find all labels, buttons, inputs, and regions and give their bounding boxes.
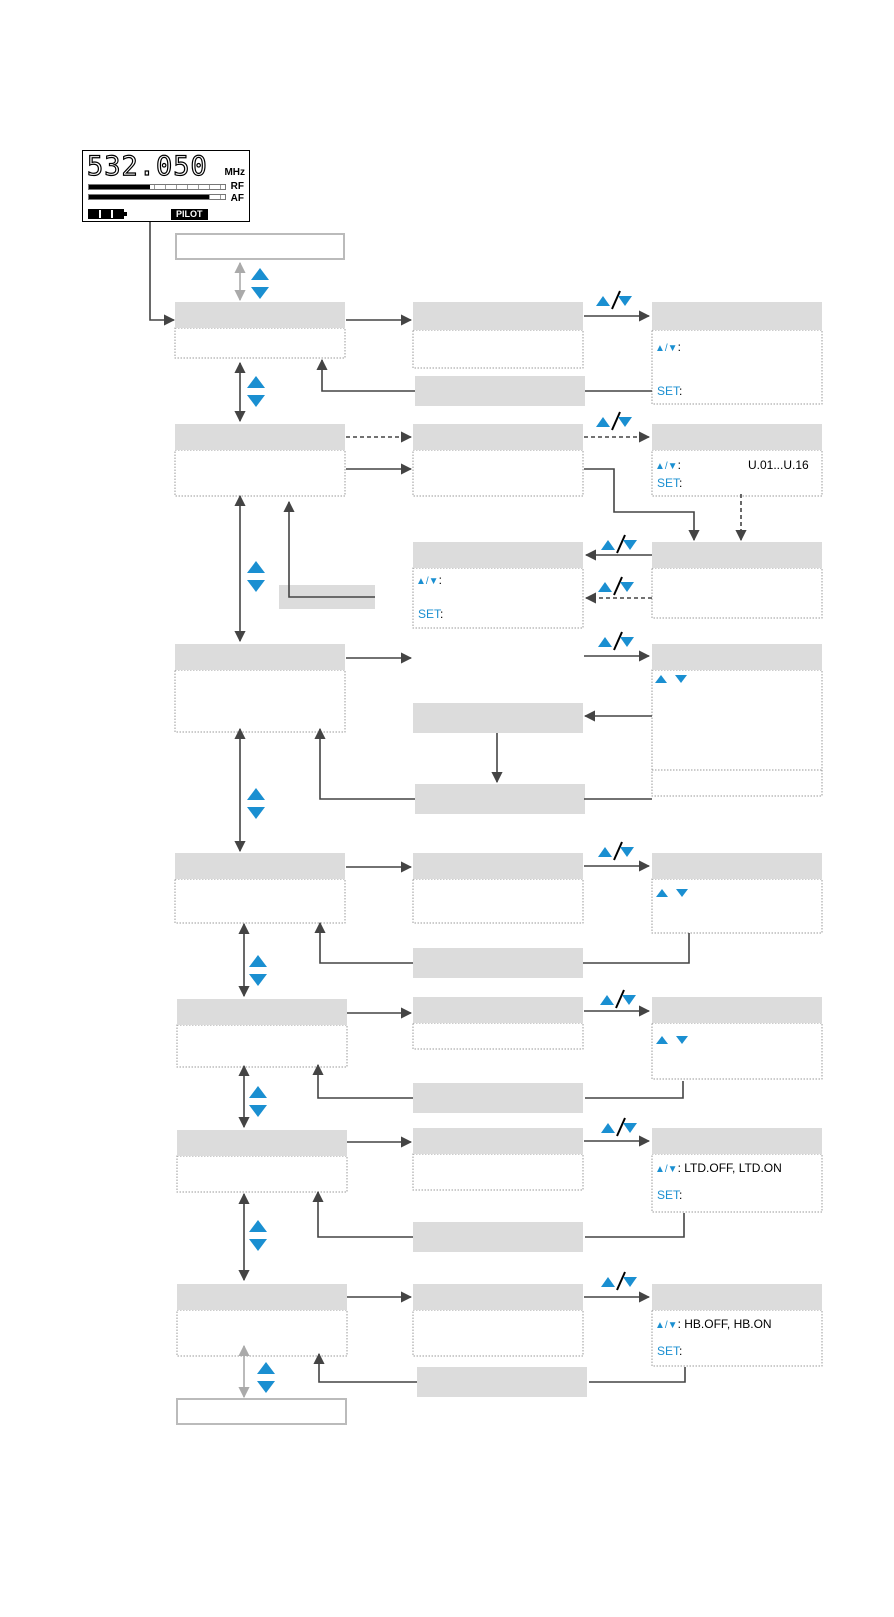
up-arrow-icon bbox=[598, 637, 612, 647]
menu-end-box bbox=[177, 1399, 346, 1424]
slash-divider bbox=[612, 412, 620, 430]
connector-arrow bbox=[589, 1367, 685, 1382]
menu-box-body bbox=[177, 1310, 347, 1356]
highboost-label bbox=[655, 1317, 772, 1333]
down-arrow-icon bbox=[622, 995, 636, 1005]
slash-divider bbox=[616, 990, 624, 1008]
menu-box-header bbox=[177, 1284, 347, 1310]
menu-box-header bbox=[413, 542, 583, 568]
colon-text: : bbox=[679, 476, 683, 490]
menu-box-header bbox=[175, 644, 345, 670]
updown-key-icon: ▲/▼ bbox=[655, 343, 678, 354]
updown-label bbox=[655, 340, 681, 356]
return-bar bbox=[413, 1222, 583, 1252]
menu-box-body bbox=[413, 330, 583, 368]
down-arrow-icon bbox=[620, 847, 634, 857]
af-label: AF bbox=[230, 193, 244, 204]
menu-box-body bbox=[177, 1156, 347, 1192]
menu-box-header bbox=[413, 302, 583, 330]
down-arrow-icon bbox=[249, 974, 267, 986]
colon-text: : bbox=[677, 340, 681, 354]
up-arrow-icon bbox=[247, 788, 265, 800]
menu-box-header bbox=[175, 424, 345, 450]
menu-box-header bbox=[652, 1128, 822, 1154]
slash-divider bbox=[614, 577, 622, 595]
connector-arrow bbox=[320, 923, 413, 963]
up-arrow-icon bbox=[600, 995, 614, 1005]
colon-text: : bbox=[679, 1188, 683, 1202]
connector-arrow bbox=[585, 1213, 684, 1237]
rf-level-fill bbox=[89, 185, 150, 189]
rf-level-bar bbox=[88, 184, 226, 190]
rf-label: RF bbox=[230, 181, 244, 192]
menu-box-body bbox=[413, 450, 583, 496]
up-arrow-icon bbox=[249, 1220, 267, 1232]
up-arrow-icon bbox=[601, 1123, 615, 1133]
limiter-values: : LTD.OFF, LTD.ON bbox=[677, 1161, 782, 1175]
connector-arrow bbox=[318, 1065, 413, 1098]
return-bar bbox=[417, 1367, 587, 1397]
menu-box-body bbox=[652, 879, 822, 933]
menu-box-header bbox=[652, 997, 822, 1023]
connector-arrow bbox=[583, 933, 689, 963]
up-arrow-icon bbox=[257, 1362, 275, 1374]
battery-tip bbox=[124, 212, 127, 216]
slash-divider bbox=[617, 1272, 625, 1290]
af-level-fill bbox=[89, 195, 209, 199]
slash-divider bbox=[617, 535, 625, 553]
menu-box-body bbox=[175, 879, 345, 923]
down-arrow-icon bbox=[620, 637, 634, 647]
set-label bbox=[418, 607, 443, 621]
connector-arrow bbox=[150, 222, 174, 320]
menu-box-header bbox=[175, 302, 345, 328]
set-label bbox=[657, 1344, 682, 1358]
down-arrow-icon bbox=[251, 287, 269, 299]
return-bar bbox=[413, 1083, 583, 1113]
up-arrow-icon bbox=[596, 417, 610, 427]
updown-key-icon: ▲/▼ bbox=[416, 576, 439, 587]
af-level-bar bbox=[88, 194, 226, 200]
connector-arrow bbox=[585, 1081, 683, 1098]
menu-box-body bbox=[652, 568, 822, 618]
connector-arrow bbox=[322, 360, 415, 391]
battery-icon bbox=[88, 209, 124, 219]
menu-box-header bbox=[652, 853, 822, 879]
connector-arrow bbox=[320, 729, 415, 799]
down-arrow-icon bbox=[623, 1123, 637, 1133]
updown-key-icon: ▲/▼ bbox=[655, 461, 678, 472]
down-arrow-icon bbox=[623, 540, 637, 550]
connector-arrow bbox=[319, 1354, 417, 1382]
down-arrow-icon bbox=[247, 395, 265, 407]
up-arrow-icon bbox=[596, 296, 610, 306]
menu-box-header bbox=[413, 1284, 583, 1310]
connector-arrow bbox=[318, 1192, 413, 1237]
menu-box-body bbox=[413, 1310, 583, 1356]
menu-box-body bbox=[652, 670, 822, 796]
unit-label: MHz bbox=[224, 167, 245, 178]
menu-box-header bbox=[652, 302, 822, 330]
pilot-indicator: PILOT bbox=[171, 209, 208, 220]
return-bar bbox=[415, 784, 585, 814]
set-label bbox=[657, 1188, 682, 1202]
down-arrow-icon bbox=[620, 582, 634, 592]
menu-box-body bbox=[177, 1025, 347, 1067]
menu-box-header bbox=[413, 997, 583, 1023]
menu-box-header bbox=[652, 542, 822, 568]
channel-range-label: U.01...U.16 bbox=[748, 458, 809, 472]
set-text: SET bbox=[418, 607, 441, 621]
menu-end-box bbox=[176, 234, 344, 259]
set-label bbox=[657, 384, 682, 398]
up-arrow-icon bbox=[601, 540, 615, 550]
down-arrow-icon bbox=[618, 296, 632, 306]
up-arrow-icon bbox=[249, 1086, 267, 1098]
up-arrow-icon bbox=[249, 955, 267, 967]
set-label bbox=[657, 476, 682, 490]
limiter-label bbox=[655, 1161, 782, 1177]
up-arrow-icon bbox=[598, 582, 612, 592]
slash-divider bbox=[617, 1118, 625, 1136]
slash-divider bbox=[614, 632, 622, 650]
menu-box-header bbox=[177, 999, 347, 1025]
colon-text: : bbox=[440, 607, 444, 621]
up-arrow-icon bbox=[601, 1277, 615, 1287]
colon-text: : bbox=[677, 458, 681, 472]
colon-text: : bbox=[679, 1344, 683, 1358]
set-text: SET bbox=[657, 1344, 680, 1358]
lcd-display bbox=[82, 150, 250, 222]
return-bar bbox=[415, 376, 585, 406]
highboost-values: : HB.OFF, HB.ON bbox=[677, 1317, 772, 1331]
colon-text: : bbox=[679, 384, 683, 398]
down-arrow-icon bbox=[257, 1381, 275, 1393]
menu-box-header bbox=[177, 1130, 347, 1156]
down-arrow-icon bbox=[247, 580, 265, 592]
menu-box-body bbox=[413, 879, 583, 923]
menu-box-body bbox=[175, 450, 345, 496]
set-text: SET bbox=[657, 384, 680, 398]
up-arrow-icon bbox=[251, 268, 269, 280]
updown-label bbox=[655, 458, 681, 474]
down-arrow-icon bbox=[623, 1277, 637, 1287]
menu-box-header bbox=[175, 853, 345, 879]
up-arrow-icon bbox=[247, 561, 265, 573]
slash-divider bbox=[612, 291, 620, 309]
menu-box-header bbox=[413, 424, 583, 450]
menu-box-header bbox=[652, 644, 822, 670]
down-arrow-icon bbox=[247, 807, 265, 819]
menu-box-body bbox=[175, 670, 345, 732]
set-text: SET bbox=[657, 1188, 680, 1202]
menu-box-body bbox=[175, 328, 345, 358]
set-text: SET bbox=[657, 476, 680, 490]
updown-key-icon: ▲/▼ bbox=[655, 1320, 678, 1331]
menu-box-header bbox=[413, 853, 583, 879]
updown-label bbox=[416, 573, 442, 589]
menu-box-header bbox=[652, 1284, 822, 1310]
up-arrow-icon bbox=[247, 376, 265, 388]
colon-text: : bbox=[438, 573, 442, 587]
frequency-readout: 532.050 bbox=[87, 151, 208, 182]
menu-box-header bbox=[652, 424, 822, 450]
slash-divider bbox=[614, 842, 622, 860]
connector-arrow bbox=[289, 502, 375, 597]
menu-box-body bbox=[413, 1154, 583, 1190]
return-bar bbox=[413, 948, 583, 978]
return-bar bbox=[413, 703, 583, 733]
down-arrow-icon bbox=[618, 417, 632, 427]
down-arrow-icon bbox=[249, 1105, 267, 1117]
menu-box-body bbox=[413, 1023, 583, 1049]
up-arrow-icon bbox=[598, 847, 612, 857]
menu-box-header bbox=[413, 1128, 583, 1154]
down-arrow-icon bbox=[249, 1239, 267, 1251]
menu-box-body bbox=[652, 1023, 822, 1079]
updown-key-icon: ▲/▼ bbox=[655, 1164, 678, 1175]
